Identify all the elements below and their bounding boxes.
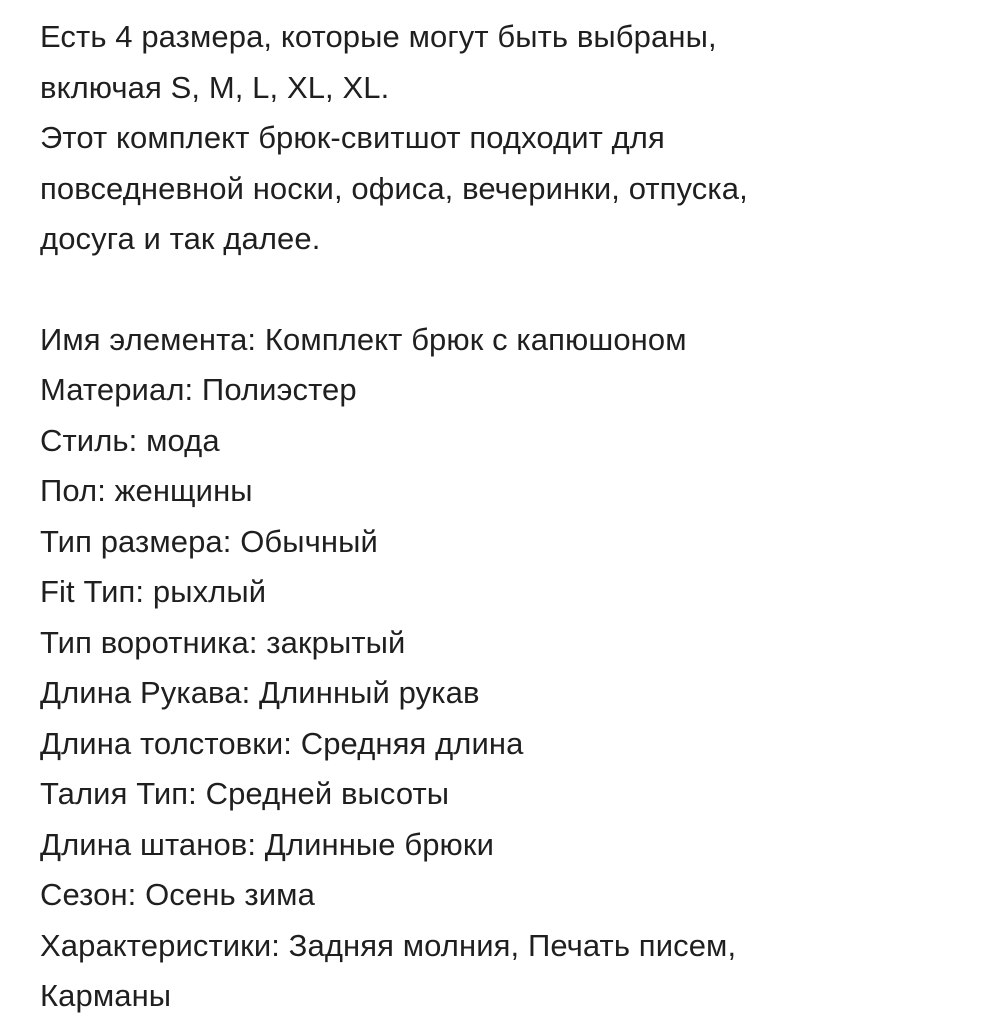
paragraph-gap [40, 265, 970, 315]
intro-line: включая S, M, L, XL, XL. [40, 69, 390, 105]
spec-item-gender: Пол: женщины [40, 473, 253, 508]
spec-item-material: Материал: Полиэстер [40, 372, 357, 407]
spec-item-size-type: Тип размера: Обычный [40, 523, 378, 559]
spec-item-sleeve-length: Длина Рукава: Длинный рукав [40, 675, 480, 710]
intro-line: повседневной носки, офиса, вечеринки, отпуска, [40, 170, 748, 206]
spec-list [40, 315, 970, 1022]
intro-line: Этот комплект брюк-свитшот подходит для [40, 120, 665, 155]
spec-item-features: Характеристики: Задняя молния, Печать писем, [40, 927, 737, 963]
spec-item-pants-length: Длина штанов: Длинные брюки [40, 826, 494, 862]
spec-item-season: Сезон: Осень зима [40, 877, 315, 912]
intro-line: Есть 4 размера, которые могут быть выбраны, [40, 19, 717, 54]
spec-item-name: Имя элемента: Комплект брюк с капюшоном [40, 321, 687, 357]
spec-item-style: Стиль: мода [40, 422, 220, 458]
spec-item-features-cont: Карманы [40, 978, 172, 1013]
spec-item-collar-type: Тип воротника: закрытый [40, 624, 406, 660]
product-description [40, 12, 970, 1022]
spec-item-waist-type: Талия Тип: Средней высоты [40, 776, 450, 811]
spec-item-fit-type: Fit Тип: рыхлый [40, 574, 267, 609]
intro-line: досуга и так далее. [40, 221, 321, 256]
intro-paragraph [40, 12, 970, 265]
spec-item-hoodie-length: Длина толстовки: Средняя длина [40, 725, 524, 761]
